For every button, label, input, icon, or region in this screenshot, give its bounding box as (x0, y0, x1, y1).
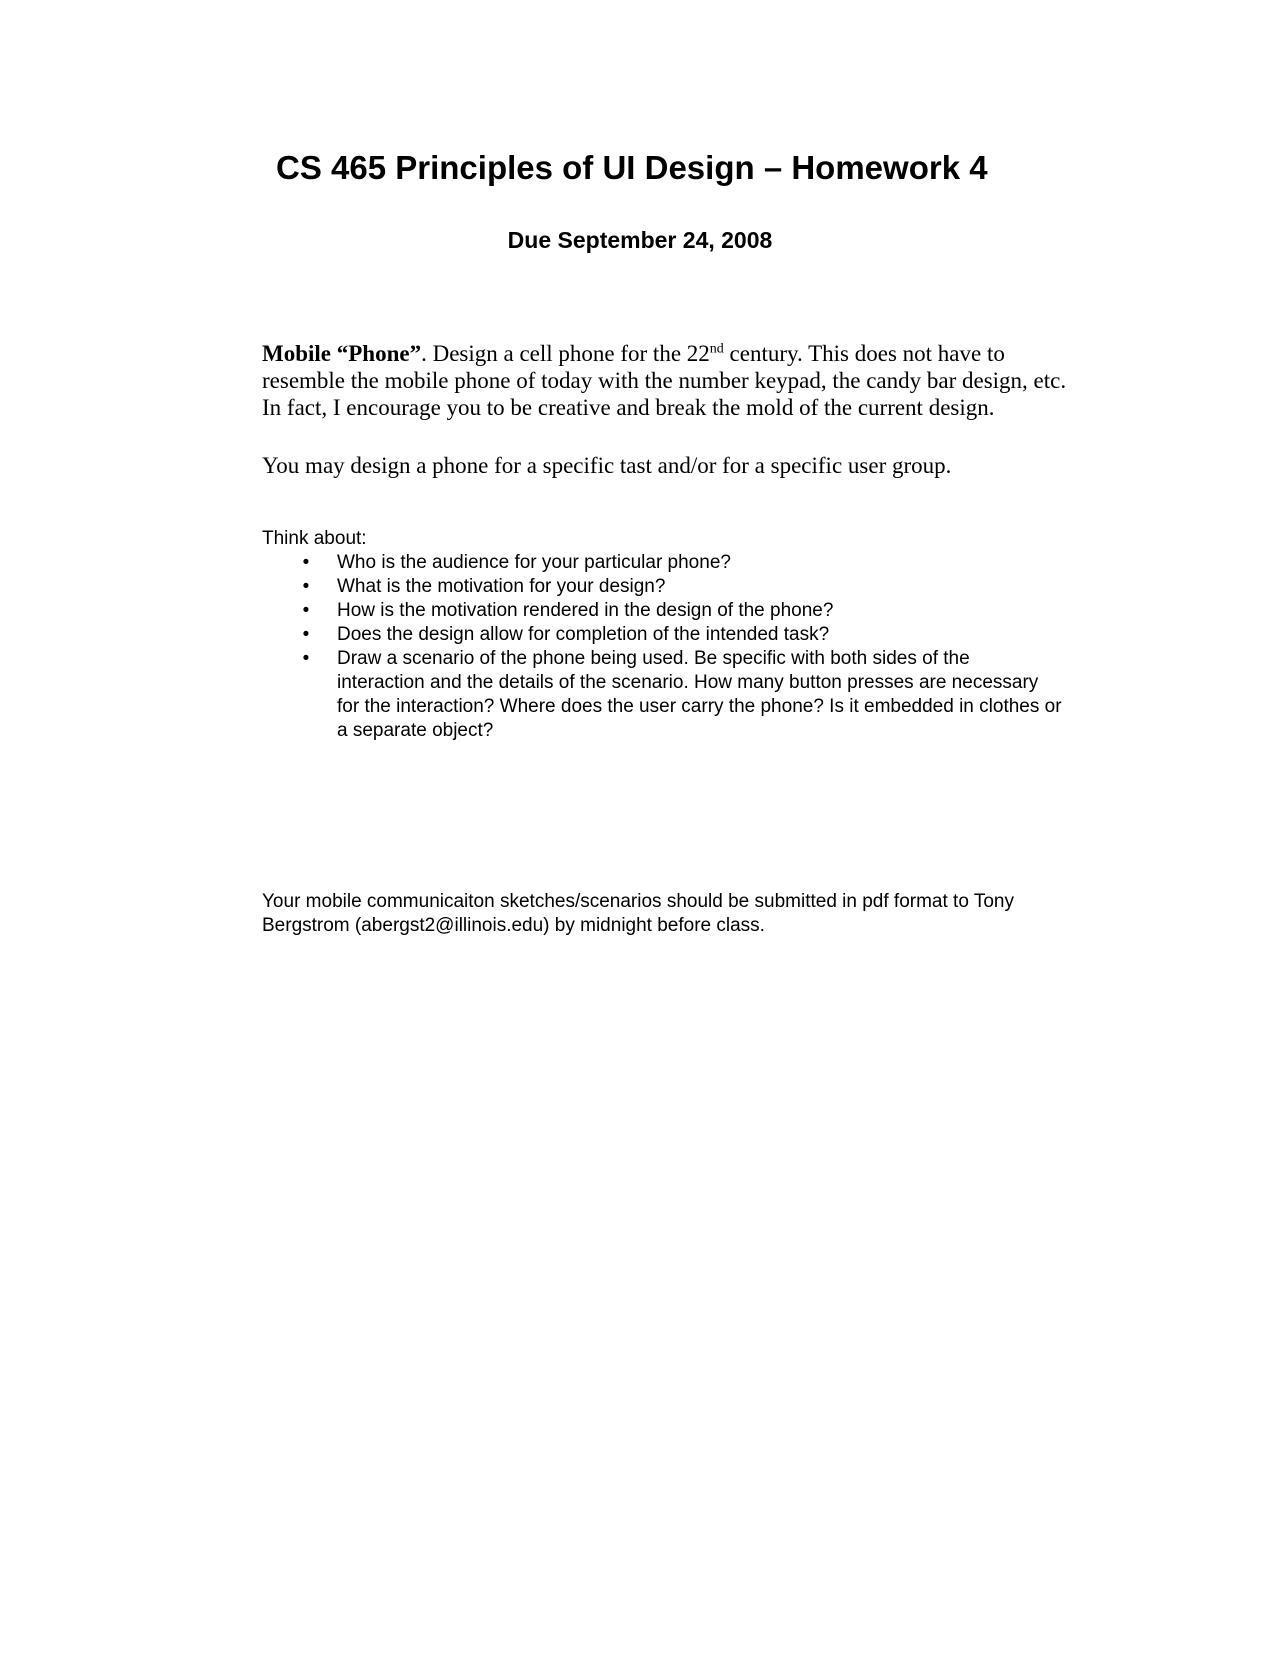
bullet-icon: • (302, 576, 310, 597)
list-item-text: Draw a scenario of the phone being used. Be specific with both sides of the interaction and the details of the scenario. How many button presses are necessary for the interaction? Where does the user carry the phone? Is it embedded in clothes or a separate object? (337, 648, 1062, 741)
bullet-icon: • (302, 624, 310, 645)
list-item (262, 647, 1062, 743)
document-title: CS 465 Principles of UI Design – Homework 4 (276, 149, 988, 186)
bullet-icon: • (302, 552, 310, 573)
bullet-icon: • (302, 648, 310, 669)
bullet-icon: • (302, 600, 310, 621)
list-item-text: What is the motivation for your design? (337, 576, 666, 597)
list-item (262, 623, 1062, 647)
assignment-text-start: . Design a cell phone for the 22 (421, 341, 710, 366)
ordinal-superscript: nd (709, 341, 724, 357)
assignment-description (262, 340, 1082, 421)
assignment-text-end: century. This does not have to resemble the mobile phone of today with the number keypad, the candy bar design, etc. In fact, I encourage you to be creative and break the mold of the current design. (262, 341, 1067, 420)
list-item (262, 575, 1062, 599)
list-item-text: Who is the audience for your particular phone? (337, 552, 731, 573)
list-item-text: Does the design allow for completion of the intended task? (337, 624, 830, 645)
list-item-text: How is the motivation rendered in the design of the phone? (337, 600, 834, 621)
due-date: Due September 24, 2008 (507, 227, 773, 253)
list-item (262, 551, 1062, 575)
list-item (262, 599, 1062, 623)
submission-instructions: Your mobile communicaiton sketches/scenarios should be submitted in pdf format to Tony Bergstrom (abergst2@illinois.edu) by midnight before class. (262, 891, 1014, 936)
think-about-list (262, 551, 1062, 743)
think-about-label: Think about: (262, 528, 367, 549)
assignment-lead: Mobile “Phone” (262, 341, 422, 366)
user-group-note: You may design a phone for a specific tast and/or for a specific user group. (262, 453, 952, 478)
